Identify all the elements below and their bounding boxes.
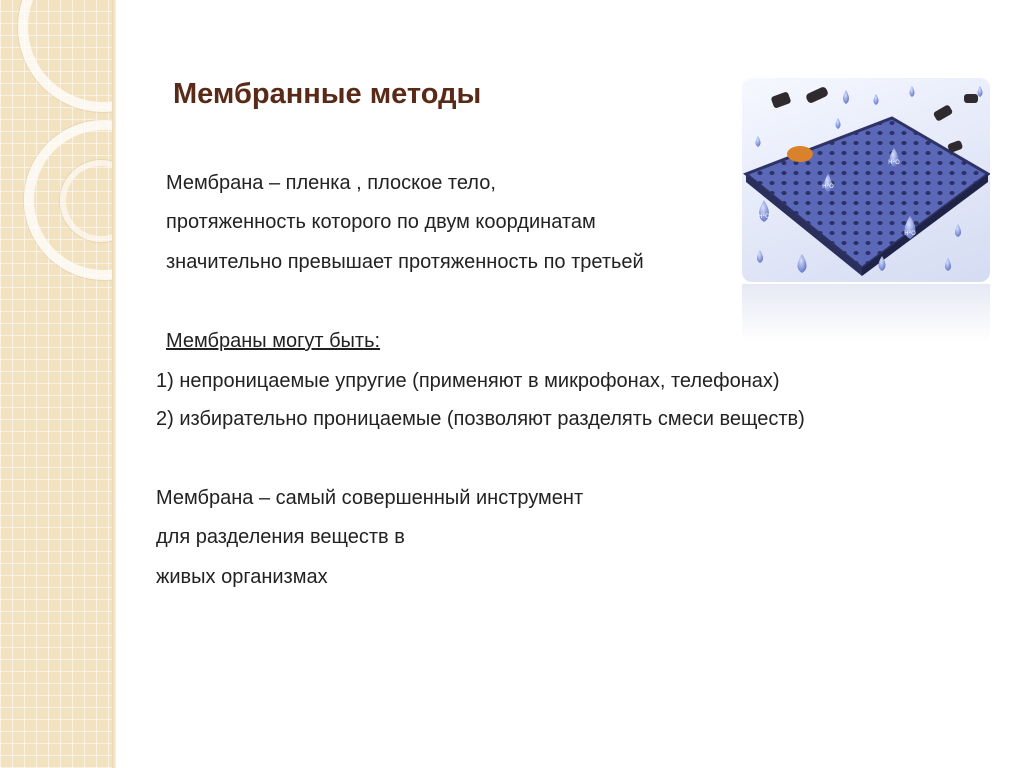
drop-label: H²O: [904, 230, 916, 237]
conclusion-line: живых организмах: [156, 566, 328, 588]
definition-line: значительно превышает протяженность по третьей: [166, 251, 644, 273]
particle: [787, 146, 813, 162]
drop-label: H²O: [758, 213, 770, 220]
drop-label: H²O: [822, 183, 834, 190]
membrane-illustration-svg: [742, 78, 990, 282]
side-band-edge: [112, 0, 116, 768]
membrane-sheet: [746, 118, 988, 268]
image-reflection: [742, 284, 990, 342]
conclusion-line: для разделения веществ в: [156, 526, 405, 548]
slide-title: Мембранные методы: [173, 78, 482, 110]
types-heading: Мембраны могут быть:: [166, 330, 381, 352]
drop-label: H²O: [888, 159, 900, 166]
conclusion-line: Мембрана – самый совершенный инструмент: [156, 487, 584, 509]
definition-line: Мембрана – пленка , плоское тело,: [166, 172, 496, 194]
decorative-ring: [18, 0, 112, 112]
type-item: 1) непроницаемые упругие (применяют в микрофонах, телефонах): [156, 370, 780, 392]
decorative-side-band: [0, 0, 112, 768]
type-item: 2) избирательно проницаемые (позволяют разделять смеси веществ): [156, 408, 805, 430]
definition-line: протяженность которого по двум координатам: [166, 211, 596, 233]
membrane-illustration: [742, 78, 990, 282]
